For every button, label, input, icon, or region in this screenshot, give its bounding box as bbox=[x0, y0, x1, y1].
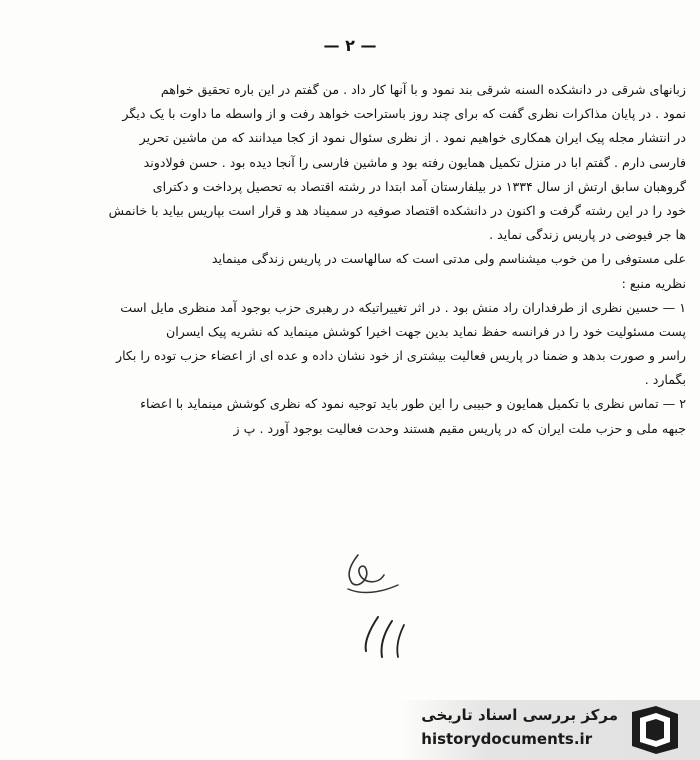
text-line: علی مستوفی را من خوب میشناسم ولی مدتی است که سالهاست در پاریس زندگی مینماید bbox=[211, 251, 686, 267]
archive-url: historydocuments.ir bbox=[421, 730, 593, 748]
handwritten-signature bbox=[300, 545, 450, 675]
archive-name: مرکز بررسی اسناد تاریخی bbox=[421, 706, 618, 724]
document-body bbox=[22, 82, 686, 445]
text-line: نمود . در پایان مذاکرات نظری گفت که برای چند روز باستراحت خواهد رفت و از واسطه ما داوت با یک دیگر bbox=[122, 106, 686, 122]
text-line: در انتشار مجله پیک ایران همکاری خواهیم نمود . از نظری سئوال نمود از کجا میدانند که من ماشین تحریر bbox=[139, 130, 686, 146]
page-number: — ۲ — bbox=[323, 36, 377, 55]
archive-watermark bbox=[400, 700, 700, 760]
text-line: راسر و صورت بدهد و ضمنا در پاریس فعالیت بیشتری از خود نشان داده و عده ای از اعضاء حزب توده را بکار bbox=[115, 348, 686, 364]
text-line: جبهه ملی و حزب ملت ایران که در پاریس مقیم هستند وحدت فعالیت بوجود آورد . پ ز bbox=[233, 420, 686, 436]
text-line: ۲ — تماس نظری با تکمیل همایون و حبیبی را این طور باید توجیه نمود که نظری کوشش مینماید با اعضاء bbox=[140, 396, 686, 412]
text-line: گروهبان سابق ارتش از سال ۱۳۳۴ در بیلفارستان آمد ابتدا در رشته اقتصاد به تحصیل پرداخت و دکترای bbox=[152, 178, 686, 194]
text-line: زبانهای شرقی در دانشکده السنه شرقی بند نمود و با آنها کار داد . من گفتم در این باره تحقیق خواهم bbox=[160, 82, 686, 97]
archive-logo-icon bbox=[626, 704, 684, 756]
text-line: پست مسئولیت خود را در فرانسه حفظ نماید بدین جهت اخیرا کوشش مینماید که نشریه پیک ایسران bbox=[165, 323, 686, 339]
text-line: بگمارد . bbox=[644, 372, 686, 388]
text-line: نظریه منبع : bbox=[621, 275, 686, 291]
text-line: فارسی دارم . گفتم ابا در منزل تکمیل همایون رفته بود و ماشین فارسی را آنجا دیده بود . حسن فولادوند bbox=[143, 154, 686, 170]
watermark-text bbox=[421, 706, 618, 748]
text-line: خود را در این رشته گرفت و اکنون در دانشکده اقتصاد صوفیه در سمیناد هد و قرار است بپاریس بیاید با خانمش bbox=[108, 202, 686, 218]
text-line: ها جر فیوضی در پاریس زندگی نماید . bbox=[489, 227, 686, 243]
text-line: ۱ — حسین نظری از طرفداران راد منش بود . در اثر تغییراتیکه در رهبری حزب بوجود آمد منظری مایل است bbox=[120, 299, 686, 315]
